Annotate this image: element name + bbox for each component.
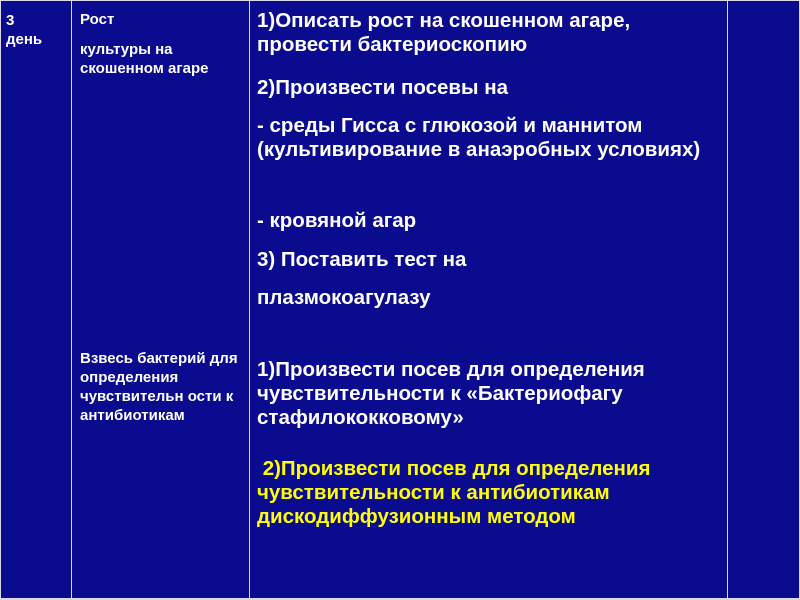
day-label: 3 день bbox=[6, 12, 43, 48]
action-hiss-media: - среды Гисса с глюкозой и маннитом (культивирование в анаэробных условиях) bbox=[257, 114, 701, 161]
object-growth-label: Рост bbox=[80, 11, 115, 28]
action-antibiotic-sensitivity: 2)Произвести посев для определения чувствительности к антибиотикам дискодиффузионным методом bbox=[257, 457, 662, 528]
action-phage-sensitivity: 1)Произвести посев для определения чувствительности к «Бактериофагу стафилококковому» bbox=[257, 358, 645, 429]
action-describe-growth: 1)Описать рост на скошенном агаре, провести бактериоскопию bbox=[257, 9, 631, 56]
day-column bbox=[0, 0, 72, 600]
action-plasmocoagulase: плазмокоагулазу bbox=[257, 286, 431, 309]
result-column bbox=[728, 0, 800, 600]
object-suspension-label: Взвесь бактерий для определения чувствительн ости к антибиотикам bbox=[80, 350, 238, 424]
action-inoculate-on: 2)Произвести посевы на bbox=[257, 76, 509, 99]
object-column bbox=[72, 0, 250, 600]
action-blood-agar: - кровяной агар bbox=[257, 209, 417, 232]
object-culture-label: культуры на скошенном агаре bbox=[80, 41, 209, 77]
action-set-test: 3) Поставить тест на bbox=[257, 248, 467, 271]
